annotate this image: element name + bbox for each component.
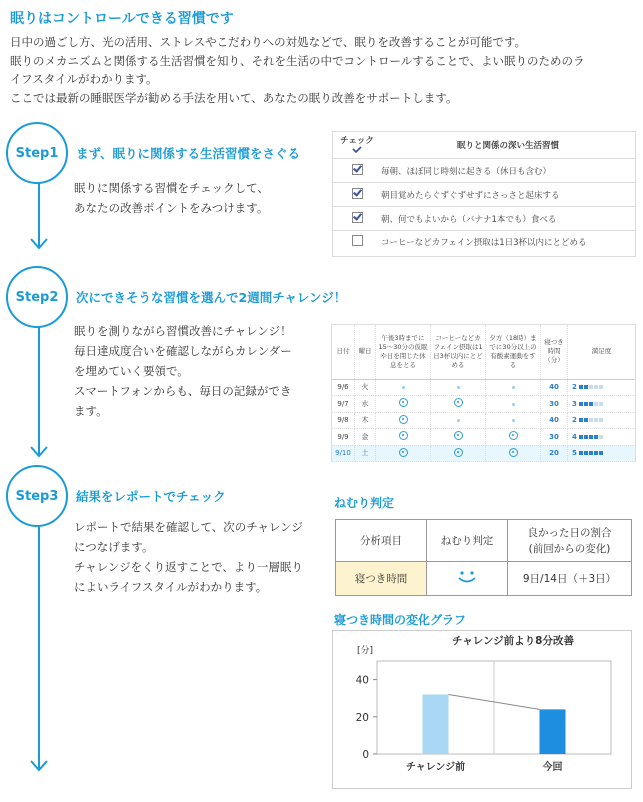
down-arrow-icon [30, 446, 48, 458]
cal-date: 9/10 [332, 445, 355, 462]
sleep-onset-chart [332, 630, 632, 789]
cal-satisfaction [568, 396, 636, 413]
intro-line: ここでは最新の睡眠医学が勧める手法を用いて、あなたの眠り改善をサポートします。 [10, 90, 458, 105]
y-tick-label: 40 [355, 674, 369, 687]
cal-satisfaction [568, 412, 636, 429]
bar [423, 694, 449, 754]
checklist-row[interactable] [333, 207, 635, 231]
cal-date: 9/6 [332, 379, 355, 396]
step1-body-line: 眠りに関係する習慣をチェックして、 [74, 181, 269, 195]
satisfaction-value: 4 [572, 432, 577, 441]
step2-body-line: 眠りを測りながら習慣改善にチャレンジ！ [74, 324, 292, 338]
cal-header: 午後3時までに15～30分の仮眠や日を閉じた休息をとる [376, 325, 431, 379]
page-title: 眠りはコントロールできる習慣です [10, 11, 234, 27]
checklist-row[interactable] [333, 231, 635, 253]
challenge-calendar [332, 325, 635, 461]
intro-line: イフスタイルがわかります。 [10, 72, 158, 86]
intro-line: 日中の過ごし方、光の活用、ストレスやこだわりへの対処などで、眠りを改善することが可能です。 [10, 35, 526, 49]
achieved-circle-icon [509, 431, 518, 440]
cal-header: 夕方（18時）までに30分以上の有酸素運動をする [486, 325, 541, 379]
judgement-label: ねむり判定 [334, 496, 395, 510]
cal-day: 土 [355, 445, 376, 462]
habit-checklist [333, 132, 635, 256]
intro-text [10, 33, 630, 107]
satisfaction-value: 2 [572, 416, 577, 425]
step3-body-line: によいライフスタイルがわかります。 [74, 580, 268, 594]
step2-heading: 次にできそうな習慣を選んで2週間チャレンジ！ [76, 290, 347, 305]
habit-checkbox[interactable] [352, 212, 363, 223]
step2-body [74, 321, 292, 421]
not-achieved-dot-icon [512, 386, 515, 389]
satisfaction-value: 5 [572, 449, 577, 458]
cal-satisfaction [568, 379, 636, 396]
step1-heading: まず、眠りに関係する生活習慣をさぐる [76, 146, 301, 161]
cal-date: 9/7 [332, 396, 355, 413]
step2-body-line: を埋めていく要領で。 [74, 364, 189, 378]
y-tick-label: 20 [355, 711, 369, 724]
habit-text: 毎朝、ほぼ同じ時刻に起きる（休日も含む） [381, 159, 635, 183]
cal-date: 9/8 [332, 412, 355, 429]
chart-svg [333, 631, 631, 788]
cal-header: 満足度 [568, 325, 636, 379]
step2-body-line: ます。 [74, 404, 108, 418]
step1-body-line: あなたの改善ポイントをみつけます。 [74, 201, 269, 215]
x-tick-label: チャレンジ前 [405, 762, 466, 773]
y-tick-label: 0 [362, 749, 369, 761]
cal-day: 火 [355, 379, 376, 396]
achieved-circle-icon [509, 448, 518, 457]
col-check-header [333, 132, 381, 159]
intro-line: 眠りのメカニズムと関係する生活習慣を知り、それを生活の中でコントロールすることで、よい眠りのためのラ [10, 53, 585, 68]
y-axis-unit: [分] [357, 646, 374, 656]
judgement-header: 良かった日の割合 (前回からの変化) [508, 520, 632, 562]
cal-satisfaction [568, 445, 636, 462]
cal-row[interactable] [332, 396, 635, 413]
judgement-table [335, 519, 632, 596]
timeline-line [38, 325, 40, 455]
step3-badge: Step3 [6, 465, 68, 527]
step3-heading: 結果をレポートでチェック [76, 489, 226, 504]
timeline-line [38, 527, 40, 769]
achieved-circle-icon [454, 448, 463, 457]
cal-day: 金 [355, 429, 376, 446]
cal-sleep-time: 40 [541, 379, 568, 396]
habit-text: 朝、何でもよいから（バナナ1本でも）食べる [381, 207, 635, 231]
cal-sleep-time: 30 [541, 429, 568, 446]
cal-date: 9/9 [332, 429, 355, 446]
achieved-circle-icon [454, 431, 463, 440]
cal-day: 木 [355, 412, 376, 429]
x-tick-label: 今回 [542, 762, 563, 773]
achieved-circle-icon [399, 448, 408, 457]
achieved-circle-icon [399, 415, 408, 424]
step2-badge: Step2 [6, 266, 68, 328]
achieved-circle-icon [399, 431, 408, 440]
step3-body-line: チャレンジをくり返すことで、より一層眠り [74, 560, 303, 574]
step2-body-line: スマートフォンからも、毎日の記録ができ [74, 384, 292, 398]
col-check-label: チェック [340, 136, 374, 146]
habit-checkbox[interactable] [352, 164, 363, 175]
satisfaction-value: 2 [572, 383, 577, 392]
down-arrow-icon [30, 238, 48, 250]
achieved-circle-icon [454, 398, 463, 407]
judgement-header: ねむり判定 [427, 520, 508, 562]
step1-body [74, 178, 269, 218]
cal-satisfaction [568, 429, 636, 446]
step3-body [74, 517, 303, 597]
achieved-circle-icon [399, 398, 408, 407]
col-habit-header: 眠りと関係の深い生活習慣 [381, 132, 635, 159]
cal-row[interactable] [332, 379, 635, 396]
step3-body-line: レポートで結果を確認して、次のチャレンジ [74, 520, 303, 534]
habit-checkbox[interactable] [352, 235, 363, 246]
judgement-header: 分析項目 [336, 520, 427, 562]
judgement-result [427, 562, 508, 596]
cal-header: コーヒーなどカフェイン摂取は1日3杯以内にとどめる [431, 325, 486, 379]
habit-text: コーヒーなどカフェイン摂取は1日3杯以内にとどめる [381, 237, 587, 248]
not-achieved-dot-icon [457, 386, 460, 389]
cal-header: 寝つき時間（分） [541, 325, 568, 379]
cal-row[interactable] [332, 412, 635, 429]
step3-body-line: につなげます。 [74, 540, 154, 554]
cal-row[interactable] [332, 429, 635, 446]
habit-text: 朝目覚めたらぐずぐずせずにさっさと起床する [381, 183, 635, 207]
checkmark-icon [352, 146, 362, 153]
cal-header: 日付 [332, 325, 355, 379]
cal-row[interactable] [332, 445, 635, 462]
not-achieved-dot-icon [512, 419, 515, 422]
cal-sleep-time: 40 [541, 412, 568, 429]
chart-label: 寝つき時間の変化グラフ [334, 613, 467, 627]
cal-header: 曜日 [355, 325, 376, 379]
cal-sleep-time: 20 [541, 445, 568, 462]
chart-title: チャレンジ前より8分改善 [452, 635, 574, 647]
step1-badge: Step1 [6, 122, 68, 184]
judgement-ratio: 9日/14日（＋3日） [508, 562, 632, 596]
step2-body-line: 毎日達成度合いを確認しながらカレンダー [74, 344, 292, 358]
checklist-row[interactable] [333, 159, 635, 183]
habit-checkbox[interactable] [352, 188, 363, 199]
satisfaction-value: 3 [572, 399, 577, 408]
not-achieved-dot-icon [512, 403, 515, 406]
judgement-item: 寝つき時間 [336, 562, 427, 596]
down-arrow-icon [30, 760, 48, 772]
bar [540, 709, 566, 754]
cal-day: 水 [355, 396, 376, 413]
not-achieved-dot-icon [402, 386, 405, 389]
checklist-row[interactable] [333, 183, 635, 207]
cal-sleep-time: 30 [541, 396, 568, 413]
not-achieved-dot-icon [457, 419, 460, 422]
smile-face-icon [456, 570, 478, 584]
